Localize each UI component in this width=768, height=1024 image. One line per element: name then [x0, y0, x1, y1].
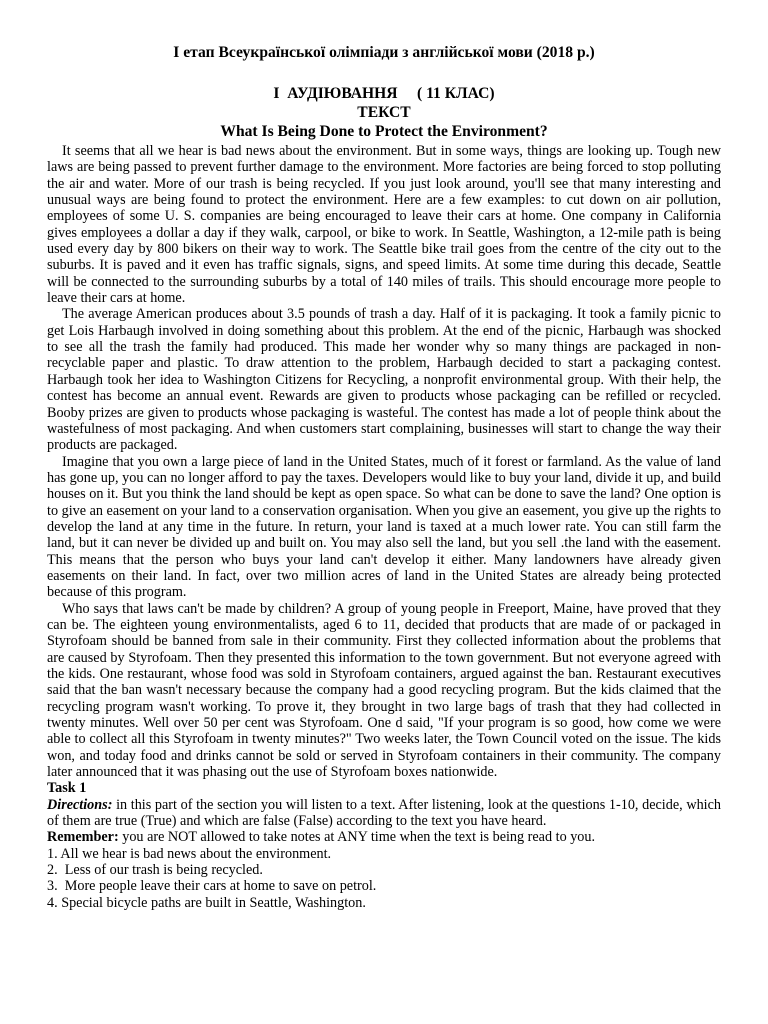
paragraph-4: Who says that laws can't be made by children? A group of young people in Freeport, Maine, have proved that they can be. The eighteen young environmentalists, aged 6 to 11, decided that products that are made of or packaged in Styrofoam should be banned from sale in their community. First they collected information about the problems that are caused by Styrofoam. Then they presented this information to the town government. But not everyone agreed with the kids. One restaurant, whose food was sold in Styrofoam containers, argued against the ban. Restaurant executives said that the ban wasn't necessary because the company had a good recycling program. But the kids claimed that the recycling program wasn't working. To prove it, they brought in two large bags of trash that they had collected in twenty minutes. Well over 50 per cent was Styrofoam. One d said, "If your program is so good, how come we were able to collect all this Styrofoam in twenty minutes?" Two weeks later, the Town Council voted on the issue. The kids won, and today food and drinks cannot be sold or served in Styrofoam containers in their community. The company later announced that it was phasing out the use of Styrofoam boxes nationwide. [47, 600, 721, 781]
directions-label: Directions: [47, 796, 113, 813]
remember-label: Remember: [47, 829, 119, 846]
section-header [47, 84, 721, 141]
olympiad-title: І етап Всеукраїнської олімпіади з англійської мови (2018 р.) [173, 44, 595, 61]
paragraph-3: Imagine that you own a large piece of land in the United States, much of it forest or farmland. As the value of land has gone up, you can no longer afford to pay the taxes. Developers would like to buy your land, divide it up, and build houses on it. But you think the land should be kept as open space. So what can be done to save the land? One option is to give an easement on your land to a conservation organisation. When you give an easement, you give up the rights to develop the land at any time in the future. In return, your land is taxed at a much lower rate. You can still farm the land, but it can never be divided up and built on. You may also sell the land, but you sell .the land with the easement. This means that the person who buys your land can't develop it either. Many landowners have already given easements on their land. In fact, over two million acres of land in the United States are already being protected because of this program. [47, 453, 721, 601]
question-item: 2. Less of our trash is being recycled. [47, 862, 263, 879]
question-item: 1. All we hear is bad news about the environment. [47, 845, 332, 862]
text-label: ТЕКСТ [357, 104, 411, 121]
olympiad-header [47, 43, 721, 62]
task-directions [47, 797, 721, 830]
directions-text: in this part of the section you will listen to a text. After listening, look at the questions 1-10, decide, which of them are true (True) and which are false (False) according to the text you have heard. [47, 796, 721, 830]
question-item: 3. More people leave their cars at home to save on petrol. [47, 878, 377, 895]
question-item: 4. Special bicycle paths are built in Seattle, Washington. [47, 894, 366, 911]
text-title: What Is Being Done to Protect the Environment? [220, 123, 548, 140]
section-line: I АУДІЮВАННЯ ( 11 КЛАС) [273, 85, 495, 102]
remember-text: you are NOT allowed to take notes at ANY time when the text is being read to you. [118, 829, 596, 846]
question-list [47, 846, 721, 911]
document-body [47, 143, 721, 911]
paragraph-2: The average American produces about 3.5 pounds of trash a day. Half of it is packaging. It took a family picnic to get Lois Harbaugh involved in doing something about this problem. At the end of the picnic, Harbaugh was shocked to see all the trash the family had produced. This made her wonder why so many things are packaged in non-recyclable paper and plastic. To draw attention to the problem, Harbaugh decided to start a packaging contest. Harbaugh took her idea to Washington Citizens for Recycling, a nonprofit environmental group. With their help, the contest has become an annual event. Rewards are given to products whose packaging can be refilled or recycled. Booby prizes are given to products whose packaging is wasteful. The contest has made a lot of people think about the wastefulness of most packaging. And when customers start complaining, businesses will start to change the way their products are packaged. [47, 306, 721, 454]
task-title: Task 1 [47, 780, 87, 797]
task-remember [47, 829, 721, 845]
paragraph-1: It seems that all we hear is bad news about the environment. But in some ways, things are looking up. Tough new laws are being passed to prevent further damage to the environment. More factories are being forced to stop polluting the air and water. More of our trash is being recycled. If you just look around, you'll see that many interesting and unusual ways are being found to protect the environment. Here are a few examples: to cut down on air pollution, employees of some U. S. companies are being encouraged to leave their cars at home. One company in California gives employees a dollar a day if they walk, carpool, or bike to work. In Seattle, Washington, a 12-mile path is being used every day by 800 bikers on their way to work. The Seattle bike trail goes from the centre of the city out to the suburbs. It is paved and it even has traffic signals, signs, and speed limits. At some time during this decade, Seattle will be connected to the surrounding suburbs by a total of 140 miles of trails. This should encourage more people to leave their cars at home. [47, 143, 721, 307]
